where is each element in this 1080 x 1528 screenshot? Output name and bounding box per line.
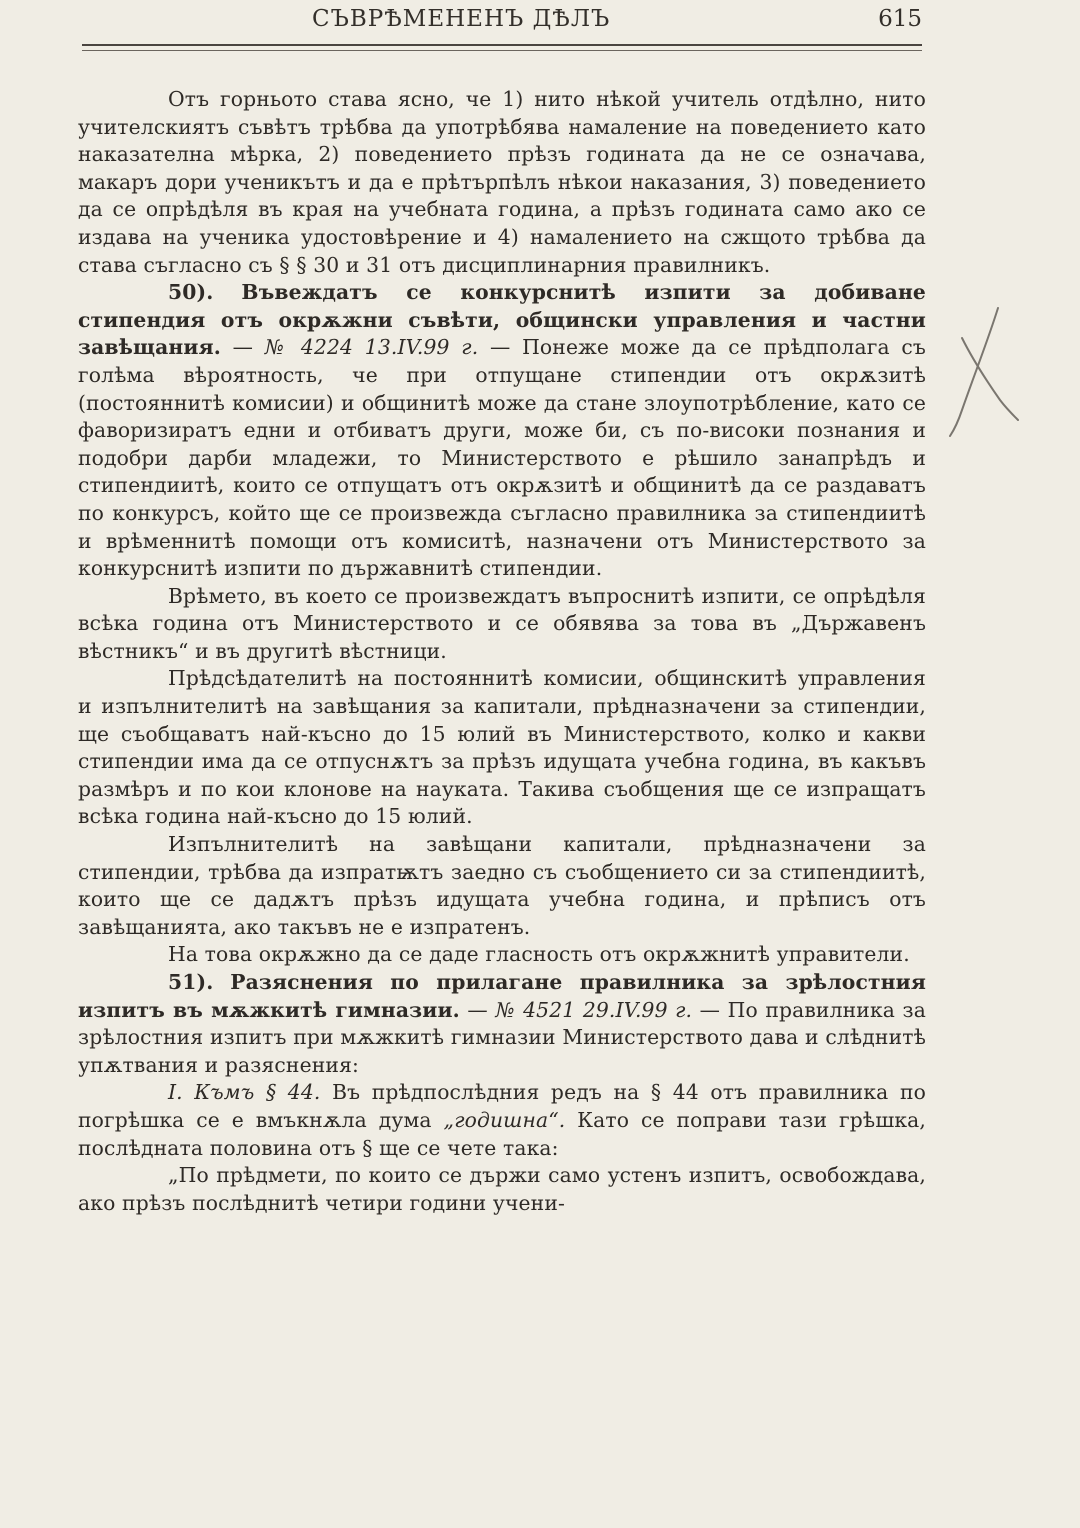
reference-separator: — — [467, 997, 488, 1022]
section-title: Въвеждатъ се конкурснитѣ изпити за добиване стипендия отъ окрѫжни съвѣти, общински управления и частни завѣщания. — [78, 280, 926, 360]
paragraph: На това окрѫжно да се даде гласность отъ окрѫжнитѣ управители. — [168, 942, 910, 967]
subsection-lead: I. Къмъ § 44. — [168, 1080, 321, 1105]
paragraph: Отъ горньото става ясно, че 1) нито нѣкой учитель отдѣлно, нито учителскиятъ съвѣтъ трѣбва да употрѣбява намаление на поведението като наказателна мѣрка, 2) поведението прѣзъ годината да не се означава, макаръ дори ученикътъ и да е прѣтърпѣлъ нѣкои наказания, 3) поведението да се опрѣдѣля въ края на учебната година, а прѣзъ годината само ако се издава на ученика удостовѣрение и 4) намалението на сжщото трѣбва да става съгласно съ § § 30 и 31 отъ дисциплинарния правилникъ. — [78, 87, 926, 277]
paragraph-subsection: I. Къмъ § 44. Въ прѣдпослѣдния редъ на § 44 отъ правилника по погрѣшка се е вмъкнѫла дума „годишна“. Като се поправи тази грѣшка, послѣдната половина отъ § ще се чете така: — [78, 1080, 926, 1160]
reference-separator: — — [232, 335, 254, 360]
page-header — [82, 0, 922, 42]
reference-number: № 4224 13.IV.99 г. — [264, 335, 479, 360]
page-number: 615 — [878, 6, 922, 32]
pencil-x-mark-icon — [940, 300, 1030, 440]
section-title: Разяснения по прилагане правилника за зрѣлостния изпитъ въ мѫжкитѣ гимназии. — [78, 970, 926, 1022]
paragraph: Изпълнителитѣ на завѣщани капитали, прѣдназначени за стипендии, трѣбва да изпратѭтъ заедно съ съобщението си за стипендиитѣ, които ще се дадѫтъ прѣзъ идущата учебна година, и прѣписъ отъ завѣщанията, ако такъвъ не е изпратенъ. — [78, 832, 926, 939]
quoted-word: „годишна“. — [443, 1107, 566, 1132]
section-number: 50). — [168, 280, 214, 305]
paragraph: „По прѣдмети, по които се държи само устенъ изпитъ, освобождава, ако прѣзъ послѣднитѣ четири години учени- — [78, 1163, 926, 1215]
running-title: СЪВРѢМЕНЕНЪ ДѢЛЪ — [312, 6, 611, 32]
body-text — [78, 86, 926, 1217]
paragraph-section-50 — [78, 279, 926, 583]
header-rule — [82, 44, 922, 46]
section-text: — Понеже може да се прѣдполага съ голѣма вѣроятность, че при отпущане стипендии отъ окрѫзитѣ (постояннитѣ комисии) и общинитѣ може да стане злоупотрѣбление, като се фаворизиратъ едни и отбиватъ други, може би, съ по-високи познания и подобри дарби младежи, то Министерството е рѣшило занапрѣдъ и стипендиитѣ, които се отпущатъ отъ окрѫзитѣ и общинитѣ да се раздаватъ по конкурсъ, който ще се произвежда съгласно правилника за стипендиитѣ и врѣменнитѣ помощи отъ комиситѣ, назначени отъ Министерството за конкурснитѣ изпити по държавнитѣ стипендии. — [78, 335, 926, 581]
reference-number: № 4521 29.IV.99 г. — [495, 997, 693, 1022]
paragraph: Прѣдсѣдателитѣ на постояннитѣ комисии, общинскитѣ управления и изпълнителитѣ на завѣщания за капитали, прѣдназначени за стипендии, ще съобщаватъ най-късно до 15 юлий въ Министерството, колко и какви стипендии има да се отпуснѫтъ за прѣзъ идущата учебна година, въ какъвъ размѣръ и по кои клонове на науката. Такива съобщения ще се изпращатъ всѣка година най-късно до 15 юлий. — [78, 666, 926, 829]
section-text: — По правилника за зрѣлостния изпитъ при мѫжкитѣ гимназии Министерството дава и слѣднитѣ упѫтвания и разяснения: — [78, 997, 926, 1077]
paragraph-section-51 — [78, 969, 926, 1079]
paragraph: Врѣмето, въ което се произвеждатъ въпроснитѣ изпити, се опрѣдѣля всѣка година отъ Министерството и се обявява за това въ „Държавенъ вѣстникъ“ и въ другитѣ вѣстници. — [78, 583, 926, 663]
section-number: 51). — [168, 970, 214, 994]
header-rule-thin — [82, 50, 922, 51]
